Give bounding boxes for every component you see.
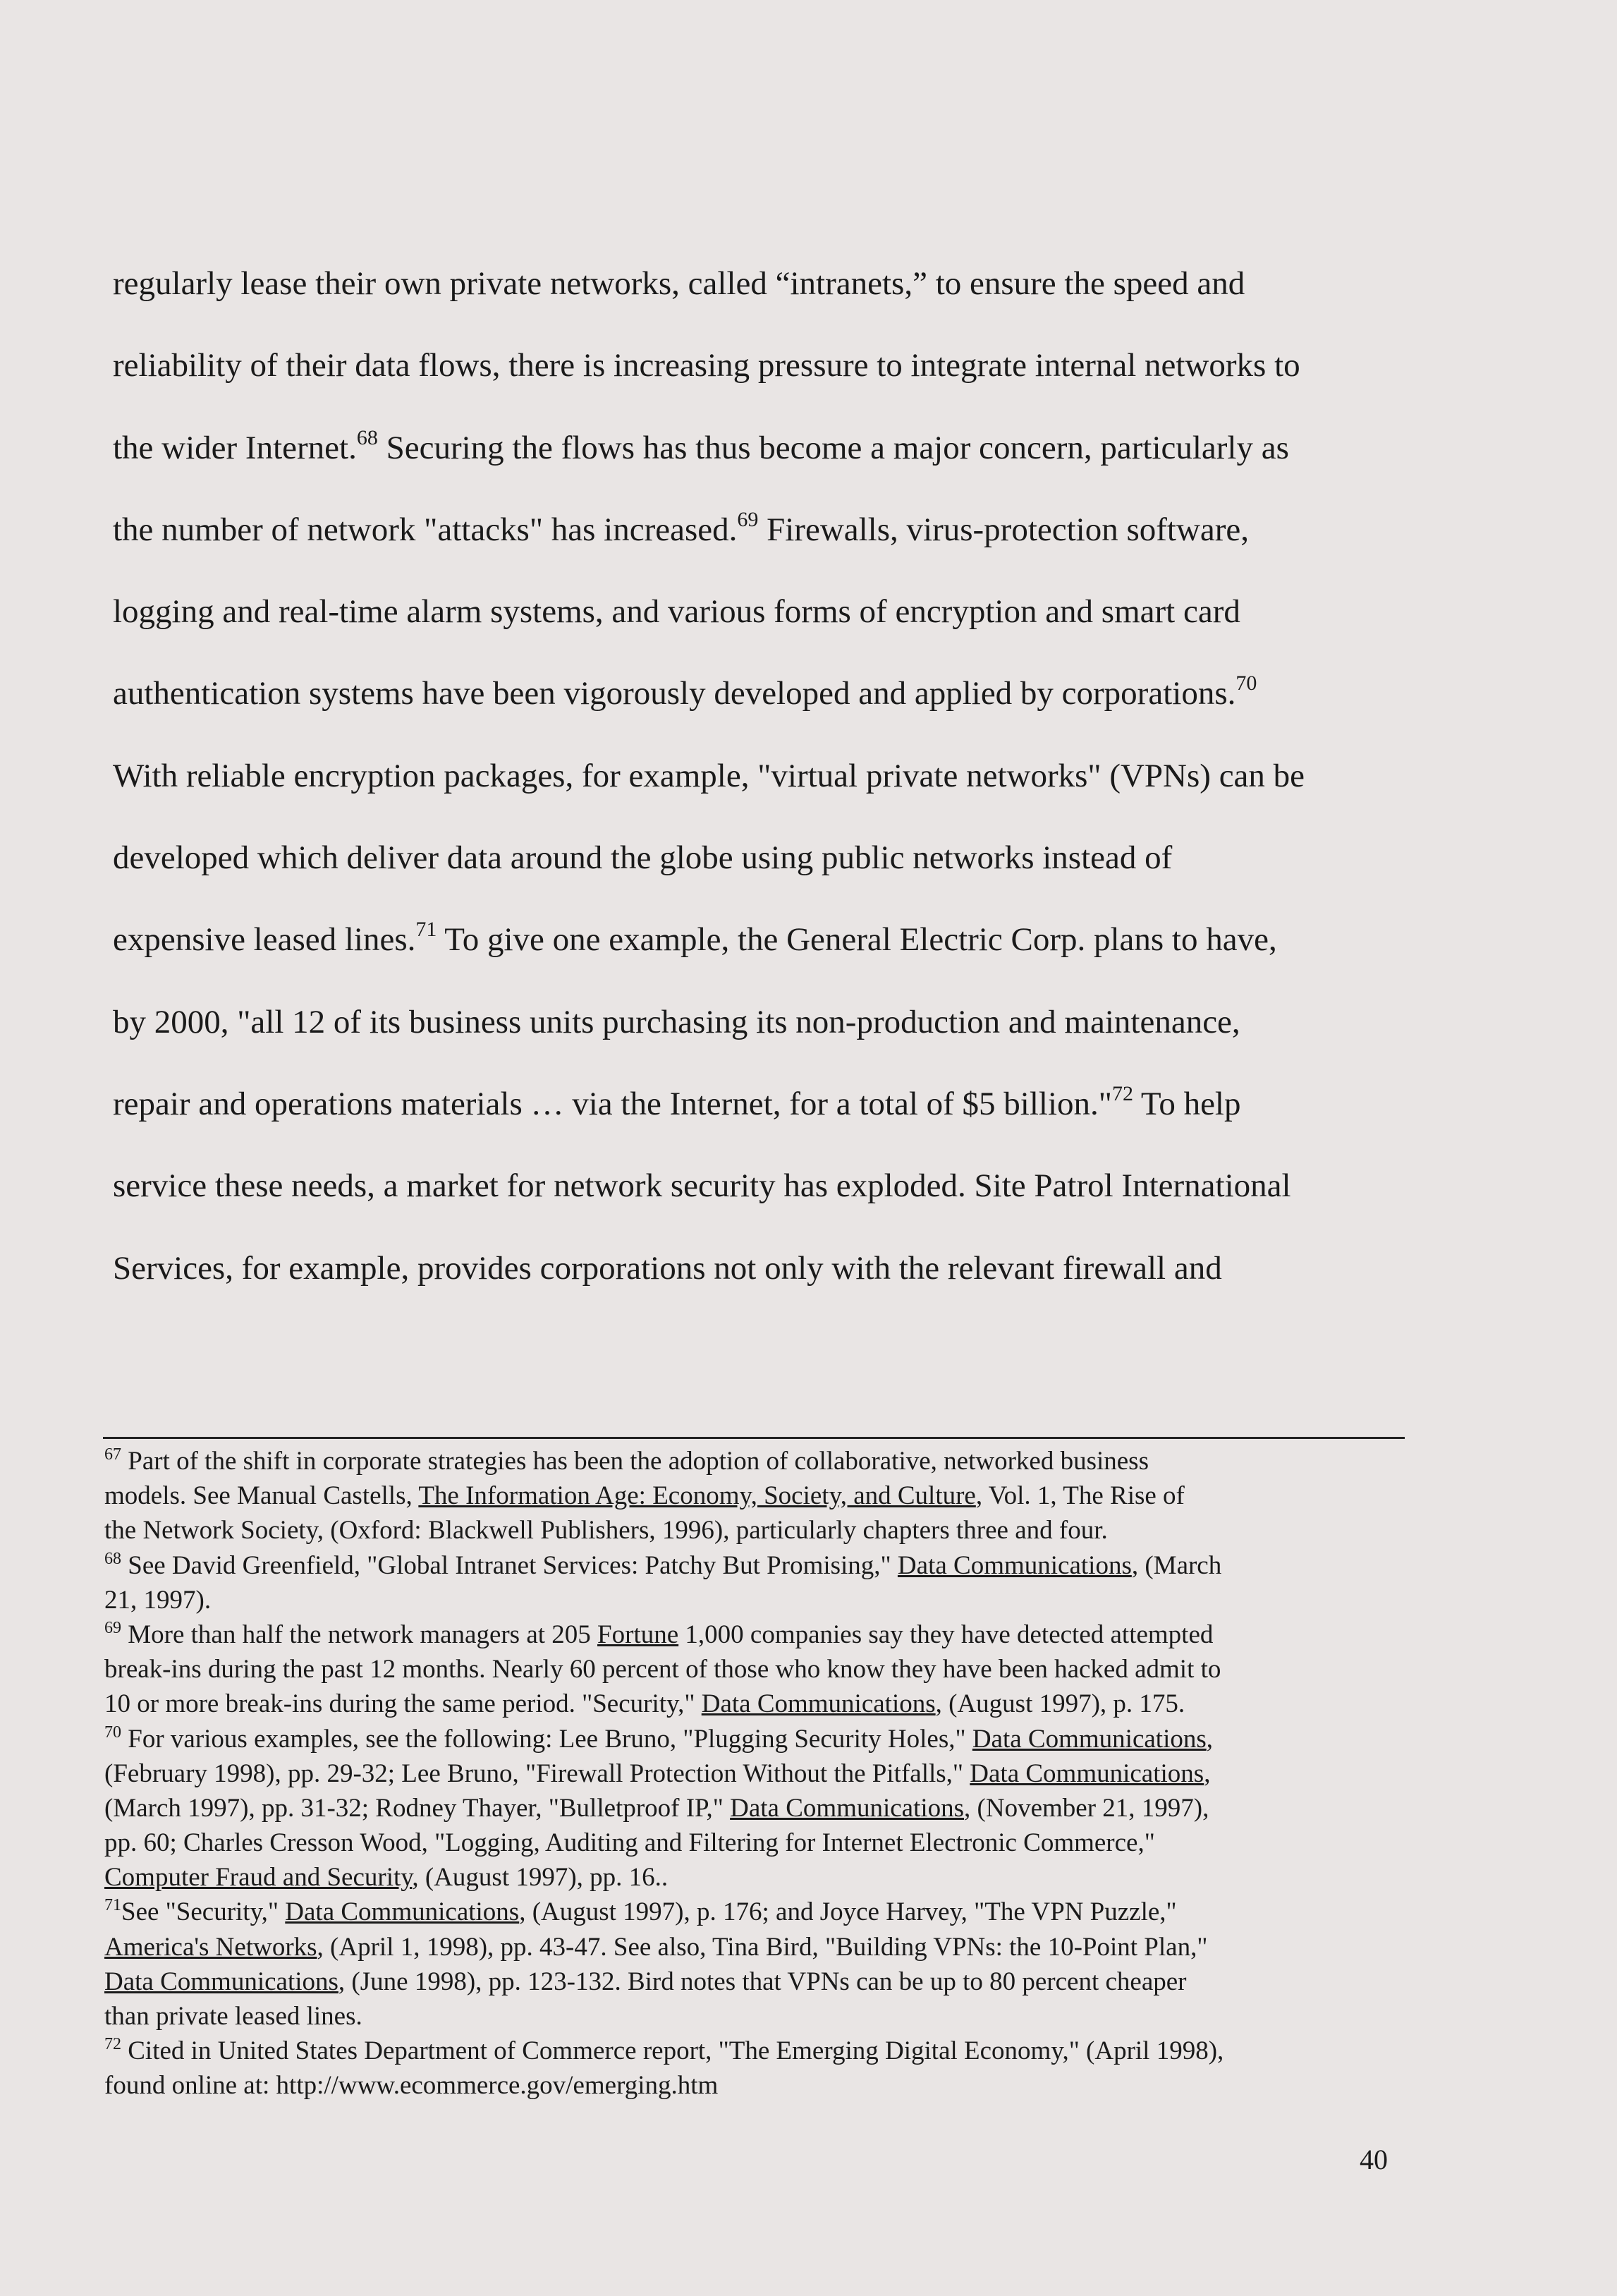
citation-title: Data Communications [897, 1550, 1132, 1580]
footnote-number: 71 [104, 1896, 121, 1915]
footnote-line: $^{69}$ More than half the network managers at 205 Fortune 1,000 companies say they have detected attempted [104, 1618, 1214, 1649]
footnote-line: the Network Society, (Oxford: Blackwell Publishers, 1996), particularly chapters three and four. [104, 1516, 1108, 1545]
footnote-divider [103, 1437, 1405, 1439]
footnote-line: pp. 60; Charles Cresson Wood, "Logging, Auditing and Filtering for Internet Electronic Commerce," [104, 1828, 1155, 1858]
page-number: 40 [1360, 2144, 1388, 2175]
citation-title: Data Communications [972, 1724, 1207, 1754]
footnote-line: 21, 1997). [104, 1585, 212, 1615]
footnote-line: (March 1997), pp. 31-32; Rodney Thayer, "Bulletproof IP," Data Communications, (November 21, 1997), [104, 1793, 1209, 1823]
footnote-line: Computer Fraud and Security, (August 1997), pp. 16.. [104, 1863, 669, 1893]
footnote-number: 70 [104, 1723, 121, 1742]
citation-title: The Information Age: Economy, Society, and Culture [418, 1481, 976, 1511]
footnote-line: than private leased lines. [104, 2002, 362, 2031]
text-line: logging and real-time alarm systems, and various forms of encryption and smart card [113, 593, 1240, 631]
footnote-line: 10 or more break-ins during the same period. "Security," Data Communications, (August 1997), p. 175. [104, 1689, 1185, 1719]
citation-title: Data Communications [730, 1793, 965, 1823]
footnote-line: break-ins during the past 12 months. Nearly 60 percent of those who know they have been hacked admit to [104, 1655, 1221, 1684]
footnote-line: $^{72}$ Cited in United States Department of Commerce report, "The Emerging Digital Economy," (April 1998), [104, 2035, 1224, 2066]
footnote-number: 69 [104, 1618, 121, 1637]
citation-title: Computer Fraud and Security [104, 1863, 413, 1893]
footnote-line: Data Communications, (June 1998), pp. 123-132. Bird notes that VPNs can be up to 80 percent cheaper [104, 1967, 1187, 1996]
text-line: service these needs, a market for network security has exploded. Site Patrol International [113, 1167, 1291, 1205]
footnote-number: 67 [104, 1445, 121, 1464]
text-line: With reliable encryption packages, for example, "virtual private networks" (VPNs) can be [113, 757, 1305, 794]
footnote-line: $^{68}$ See David Greenfield, "Global Intranet Services: Patchy But Promising," Data Communications, (March [104, 1549, 1222, 1580]
text-line: the wider Internet.$^{68}$ Securing the flows has thus become a major concern, particularly as [113, 425, 1289, 466]
citation-title: Data Communications [104, 1967, 338, 1996]
text-line: Services, for example, provides corporations not only with the relevant firewall and [113, 1249, 1222, 1287]
text-line: regularly lease their own private networks, called “intranets,” to ensure the speed and [113, 265, 1245, 302]
footnote-line: (February 1998), pp. 29-32; Lee Bruno, "Firewall Protection Without the Pitfalls," Data Communications, [104, 1759, 1211, 1788]
text-line: by 2000, "all 12 of its business units purchasing its non-production and maintenance, [113, 1003, 1240, 1040]
footnote-number: 68 [104, 1549, 121, 1568]
footnote-line: $^{67}$ Part of the shift in corporate strategies has been the adoption of collaborative, networked business [104, 1445, 1149, 1476]
footnote-line: America's Networks, (April 1, 1998), pp. 43-47. See also, Tina Bird, "Building VPNs: the 10-Point Plan," [104, 1932, 1208, 1962]
citation-title: America's Networks [104, 1932, 317, 1962]
footnote-number: 72 [104, 2035, 121, 2054]
footnote-ref: 70 [1235, 672, 1257, 696]
text-line: authentication systems have been vigorously developed and applied by corporations.$^{70}$ [113, 672, 1257, 712]
text-line: developed which deliver data around the globe using public networks instead of [113, 839, 1173, 877]
footnote-line: $^{71}$See "Security," Data Communications, (August 1997), p. 176; and Joyce Harvey, "The VPN Puzzle," [104, 1896, 1177, 1927]
footnote-ref: 69 [737, 507, 759, 531]
citation-title: Fortune [597, 1620, 679, 1649]
body-text [113, 255, 1537, 1322]
footnotes [104, 1444, 1416, 2103]
text-line: reliability of their data flows, there is increasing pressure to integrate internal networks to [113, 347, 1300, 384]
footnote-ref: 71 [415, 918, 437, 942]
footnote-ref: 72 [1111, 1081, 1133, 1105]
text-line: the number of network "attacks" has increased.$^{69}$ Firewalls, virus-protection software, [113, 507, 1250, 548]
text-line: repair and operations materials … via the Internet, for a total of $5 billion."$^{72}$ To help [113, 1081, 1241, 1122]
citation-title: Data Communications [285, 1897, 520, 1927]
footnote-ref: 68 [356, 425, 378, 449]
footnote-line: models. See Manual Castells, The Information Age: Economy, Society, and Culture, Vol. 1, The Rise of [104, 1481, 1185, 1511]
text-line: expensive leased lines.$^{71}$ To give one example, the General Electric Corp. plans to have, [113, 918, 1277, 959]
footnote-line: $^{70}$ For various examples, see the following: Lee Bruno, "Plugging Security Holes," Data Communications, [104, 1723, 1213, 1754]
citation-title: Data Communications [701, 1689, 936, 1719]
citation-title: Data Communications [970, 1759, 1204, 1788]
footnote-line: found online at: http://www.ecommerce.gov/emerging.htm [104, 2071, 719, 2101]
